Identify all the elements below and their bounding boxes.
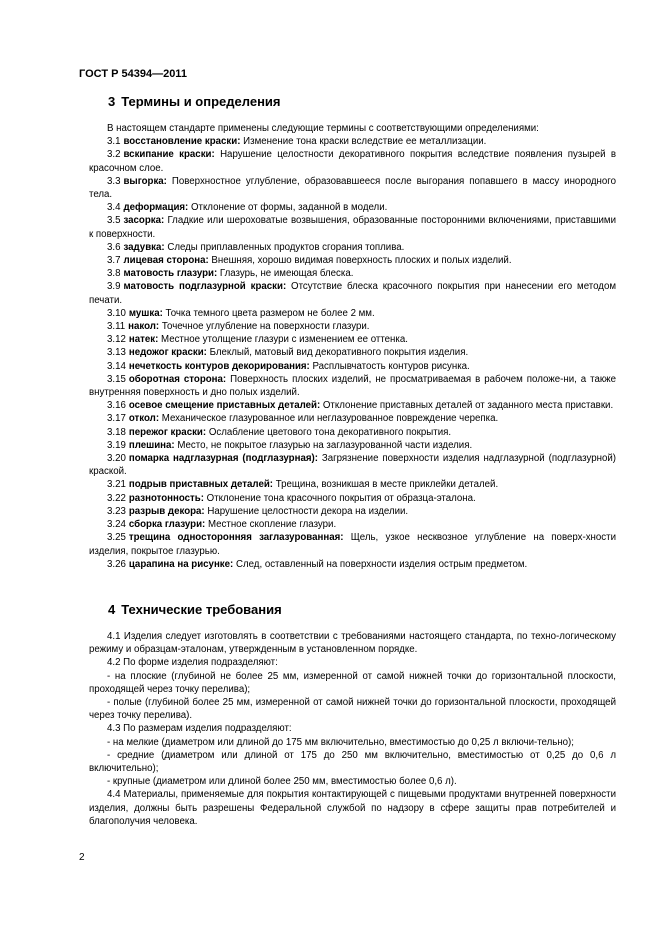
page-number: 2 — [79, 852, 85, 863]
term-name: натек: — [128, 334, 159, 346]
term-name: лицевая сторона: — [123, 255, 209, 267]
term-number: 3.2 — [107, 149, 121, 161]
term-number: 3.21 — [107, 479, 126, 491]
term-number: 3.3 — [107, 175, 121, 187]
term-number: 3.26 — [107, 558, 126, 570]
term-definition — [89, 135, 616, 148]
section-3-heading: Термины и определения — [121, 94, 281, 109]
term-definition — [89, 148, 616, 174]
requirement-paragraph: - крупные (диаметром или длиной более 250 мм, вместимостью более 0,6 л). — [107, 776, 457, 788]
term-name: вскипание краски: — [123, 149, 215, 161]
term-definition — [89, 518, 616, 531]
requirement-paragraph: 4.3 По размерам изделия подразделяют: — [107, 723, 292, 735]
term-text: Местное скопление глазури. — [207, 519, 337, 531]
term-text: Нарушение целостности декоративного покрытия вследствие появления пузырей в красочном слое. — [89, 149, 616, 174]
term-text: Отсутствие блеска красочного покрытия при нанесении его методом печати. — [89, 281, 616, 306]
term-definition — [89, 214, 616, 240]
term-number: 3.4 — [107, 202, 121, 214]
term-text: След, оставленный на поверхности изделия острым предметом. — [235, 558, 528, 570]
term-definition — [89, 360, 616, 373]
term-name: пережог краски: — [128, 426, 207, 438]
term-name: плешина: — [128, 439, 175, 451]
term-name: осевое смещение приставных деталей: — [128, 400, 321, 412]
term-definition — [89, 241, 616, 254]
term-name: подрыв приставных деталей: — [128, 479, 274, 491]
term-definition — [89, 280, 616, 306]
term-name: мушка: — [128, 307, 163, 319]
term-text: Трещина, возникшая в месте приклейки деталей. — [275, 479, 499, 491]
term-definition — [89, 346, 616, 359]
term-text: Поверхностное углубление, образовавшееся после выгорания попавшего в массу инородного тела. — [89, 175, 616, 201]
term-number: 3.18 — [107, 426, 126, 438]
term-definition — [89, 452, 616, 478]
term-number: 3.16 — [107, 400, 126, 412]
term-number: 3.7 — [107, 255, 121, 267]
requirement-paragraph: 4.2 По форме изделия подразделяют: — [107, 657, 278, 669]
term-text: Местное утолщение глазури с изменением ее оттенка. — [161, 334, 408, 346]
term-name: восстановление краски: — [123, 136, 241, 148]
term-text: Ослабление цветового тона декоративного покрытия. — [208, 426, 452, 438]
term-definition — [89, 333, 616, 346]
term-name: царапина на рисунке: — [128, 558, 234, 570]
term-name: задувка: — [123, 241, 165, 253]
document-header: ГОСТ Р 54394—2011 — [79, 68, 187, 80]
term-definition — [89, 531, 616, 557]
term-definition — [89, 478, 616, 491]
term-text: Изменение тона краски вследствие ее металлизации. — [243, 136, 487, 148]
term-number: 3.24 — [107, 519, 126, 531]
term-name: откол: — [128, 413, 160, 425]
term-name: засорка: — [123, 215, 165, 227]
term-name: разрыв декора: — [128, 505, 205, 517]
term-number: 3.25 — [107, 532, 126, 544]
term-name: матовость подглазурной краски: — [123, 281, 287, 293]
requirement-paragraph: 4.1 Изделия следует изготовлять в соответствии с требованиями настоящего стандарта, по техно-логическому режиму и образцам-эталонам, утвержденным в установленном порядке. — [89, 631, 616, 656]
term-name: сборка глазури: — [128, 519, 206, 531]
term-number: 3.17 — [107, 413, 126, 425]
term-name: матовость глазури: — [123, 268, 218, 280]
term-definition — [89, 320, 616, 333]
term-text: Нарушение целостности декора на изделии. — [207, 505, 409, 517]
section-4-number: 4 — [108, 602, 116, 617]
term-text: Расплывчатость контуров рисунка. — [312, 360, 470, 372]
term-definition — [89, 505, 616, 518]
term-name: выгорка: — [123, 175, 167, 187]
section-3-body — [89, 122, 616, 571]
section-3-title — [108, 94, 281, 109]
term-number: 3.6 — [107, 241, 121, 253]
term-number: 3.13 — [107, 347, 126, 359]
term-number: 3.23 — [107, 505, 126, 517]
term-text: Блеклый, матовый вид декоративного покрытия изделия. — [209, 347, 469, 359]
term-definition — [89, 373, 616, 399]
term-number: 3.1 — [107, 136, 121, 148]
term-text: Загрязнение поверхности изделия надглазурной (подглазурной) краской. — [89, 453, 616, 478]
section-4-heading: Технические требования — [121, 602, 282, 617]
requirement-paragraph: - на мелкие (диаметром или длиной до 175 мм включительно, вместимостью до 0,25 л включи-тельно); — [107, 736, 574, 748]
term-name: недожог краски: — [128, 347, 207, 359]
term-name: деформация: — [123, 202, 189, 214]
term-definition — [89, 201, 616, 214]
term-text: Следы приплавленных продуктов сгорания топлива. — [167, 241, 405, 253]
term-definition — [89, 307, 616, 320]
term-definition — [89, 254, 616, 267]
term-definition — [89, 558, 616, 571]
term-definition — [89, 426, 616, 439]
term-number: 3.9 — [107, 281, 121, 293]
requirement-paragraph: - полые (глубиной более 25 мм, измеренной от самой нижней точки до горизонтальной плоскости, проходящей через точку перелива). — [89, 697, 616, 722]
term-definition — [89, 492, 616, 505]
term-number: 3.5 — [107, 215, 121, 227]
term-name: помарка надглазурная (подглазурная): — [128, 453, 318, 465]
term-text: Механическое глазурованное или неглазурованное повреждение черепка. — [161, 413, 499, 425]
term-definition — [89, 267, 616, 280]
section-4-title — [108, 602, 282, 617]
requirement-paragraph: - на плоские (глубиной не более 25 мм, измеренной от самой нижней точки до горизонтальной плоскости, проходящей через точку перелива); — [89, 670, 616, 695]
term-definition — [89, 399, 616, 412]
term-number: 3.22 — [107, 492, 126, 504]
term-name: трещина односторонняя заглазурованная: — [128, 532, 344, 544]
term-text: Место, не покрытое глазурью на заглазурованной части изделия. — [177, 439, 473, 451]
term-number: 3.15 — [107, 373, 126, 385]
requirement-paragraph: 4.4 Материалы, применяемые для покрытия контактирующей с пищевыми продуктами внутренней поверхности изделия, должны быть разрешены Федеральной службой по надзору в сфере защиты прав потребителей и благополучия человека. — [89, 789, 616, 827]
term-text: Гладкие или шероховатые возвышения, образованные посторонними включениями, приставшими к поверхности. — [89, 215, 616, 240]
term-number: 3.11 — [107, 321, 126, 333]
term-name: накол: — [128, 321, 160, 333]
term-text: Точка темного цвета размером не более 2 мм. — [165, 307, 375, 319]
term-definition — [89, 175, 616, 201]
term-text: Отклонение тона красочного покрытия от образца-эталона. — [206, 492, 476, 504]
term-text: Отклонение приставных деталей от заданного места приставки. — [322, 400, 614, 412]
term-name: оборотная сторона: — [128, 373, 227, 385]
term-number: 3.19 — [107, 439, 126, 451]
requirement-paragraph: - средние (диаметром или длиной от 175 до 250 мм включительно, вместимостью от 0,25 до 0,6 л включительно); — [89, 749, 616, 775]
term-text: Поверхность плоских изделий, не просматриваемая в рабочем положе-ни, а также внутренняя поверхность и дно полых изделий. — [89, 373, 616, 399]
term-definition — [89, 439, 616, 452]
term-number: 3.10 — [107, 307, 126, 319]
term-name: разнотонность: — [128, 492, 204, 504]
term-number: 3.12 — [107, 334, 126, 346]
term-number: 3.8 — [107, 268, 121, 280]
term-text: Точечное углубление на поверхности глазури. — [161, 321, 370, 333]
term-definition — [89, 412, 616, 425]
term-text: Щель, узкое несквозное углубление на поверх-хности изделия, покрытое глазурью. — [89, 532, 616, 557]
term-text: Глазурь, не имеющая блеска. — [219, 268, 354, 280]
section-3-number: 3 — [108, 94, 116, 109]
term-text: Отклонение от формы, заданной в модели. — [190, 202, 388, 214]
section-3-intro: В настоящем стандарте применены следующие термины с соответствующими определениями: — [107, 123, 539, 134]
term-text: Внешняя, хорошо видимая поверхность плоских и полых изделий. — [211, 255, 512, 267]
term-number: 3.14 — [107, 360, 126, 372]
section-4-body — [89, 630, 616, 828]
term-number: 3.20 — [107, 453, 126, 465]
term-name: нечеткость контуров декорирования: — [128, 360, 310, 372]
